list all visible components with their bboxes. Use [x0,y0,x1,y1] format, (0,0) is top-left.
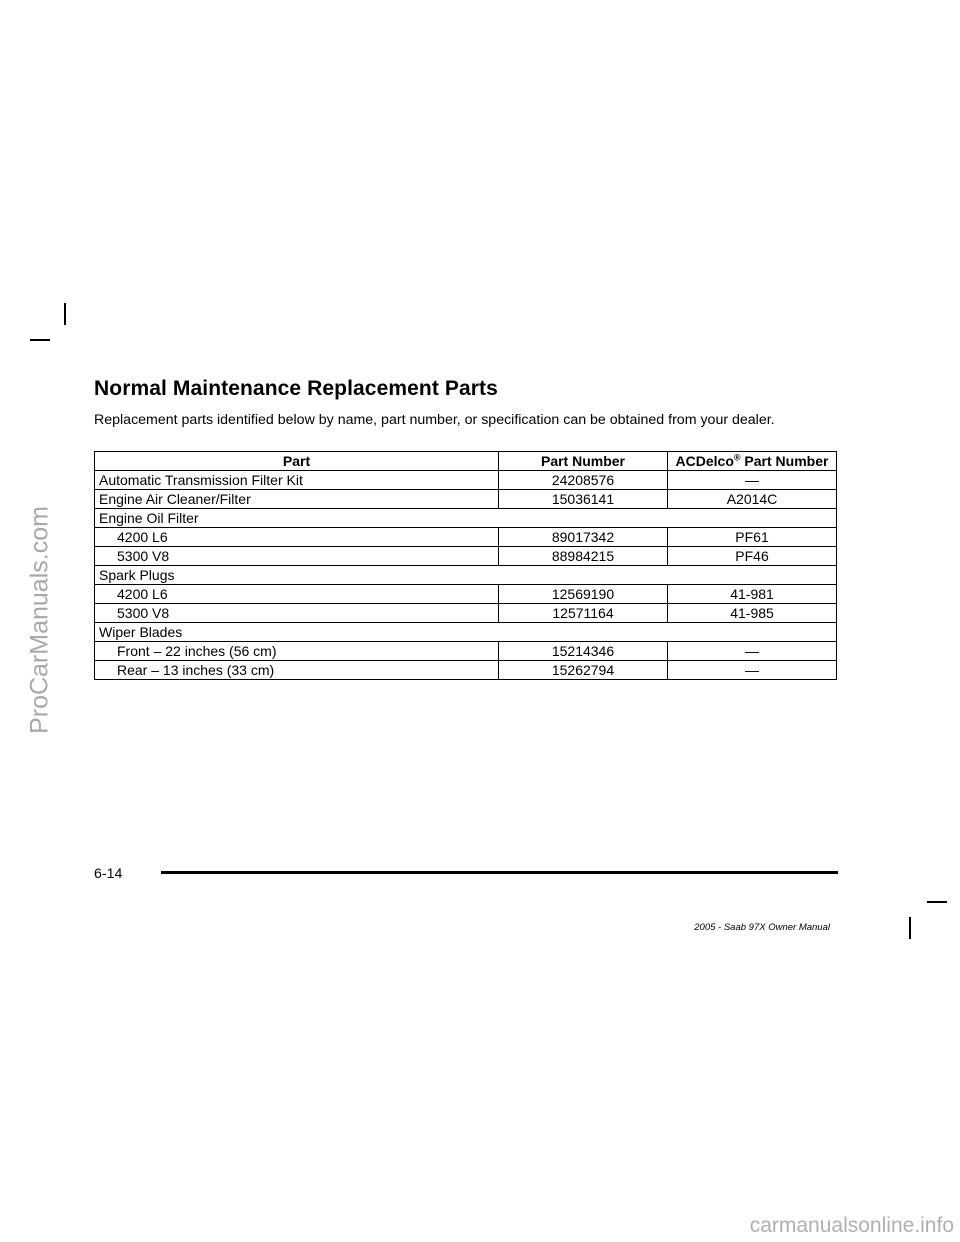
table-row [95,585,837,604]
table-row [95,547,837,566]
part-number-cell: 15036141 [499,490,668,509]
header-part-number: Part Number [499,452,668,471]
footer-rule [161,871,838,874]
table-row [95,604,837,623]
intro-text: Replacement parts identified below by name, part number, or specification can be obtained from your dealer. [94,412,775,428]
group-label-cell: Spark Plugs [95,566,837,585]
part-cell: Automatic Transmission Filter Kit [95,471,499,490]
header-part: Part [95,452,499,471]
table-row [95,528,837,547]
crop-mark [30,339,50,341]
acdelco-cell: 41-985 [668,604,837,623]
table-row [95,471,837,490]
table-group-row [95,509,837,528]
manual-name: 2005 - Saab 97X Owner Manual [694,922,830,933]
table-row [95,642,837,661]
part-cell: Rear – 13 inches (33 cm) [95,661,499,680]
part-number-cell: 12569190 [499,585,668,604]
group-label-cell: Engine Oil Filter [95,509,837,528]
part-number-cell: 89017342 [499,528,668,547]
acdelco-cell: A2014C [668,490,837,509]
part-number-cell: 12571164 [499,604,668,623]
part-cell: 5300 V8 [95,547,499,566]
part-cell: 4200 L6 [95,528,499,547]
table-header-row [95,452,837,471]
acdelco-cell: PF46 [668,547,837,566]
acdelco-cell: — [668,661,837,680]
table-row [95,490,837,509]
page-title: Normal Maintenance Replacement Parts [94,377,498,400]
table-group-row [95,566,837,585]
part-cell: 4200 L6 [95,585,499,604]
parts-table [94,451,837,680]
crop-mark [909,917,911,939]
part-number-cell: 15214346 [499,642,668,661]
part-number-cell: 88984215 [499,547,668,566]
bottom-watermark: carmanualsonline.info [749,1214,954,1237]
acdelco-cell: — [668,642,837,661]
page-number: 6-14 [94,866,123,882]
header-acdelco-label: Part Number [740,453,829,469]
header-acdelco-part-number [668,452,837,471]
crop-mark [64,303,66,325]
table-group-row [95,623,837,642]
acdelco-cell: PF61 [668,528,837,547]
part-cell: Engine Air Cleaner/Filter [95,490,499,509]
group-label-cell: Wiper Blades [95,623,837,642]
part-number-cell: 15262794 [499,661,668,680]
header-acdelco-brand: ACDelco [675,453,734,469]
part-cell: Front – 22 inches (56 cm) [95,642,499,661]
part-cell: 5300 V8 [95,604,499,623]
registered-mark: ® [733,452,741,463]
acdelco-cell: 41-981 [668,585,837,604]
crop-mark [927,901,947,903]
side-watermark: ProCarManuals.com [25,506,54,734]
table-row [95,661,837,680]
acdelco-cell: — [668,471,837,490]
part-number-cell: 24208576 [499,471,668,490]
